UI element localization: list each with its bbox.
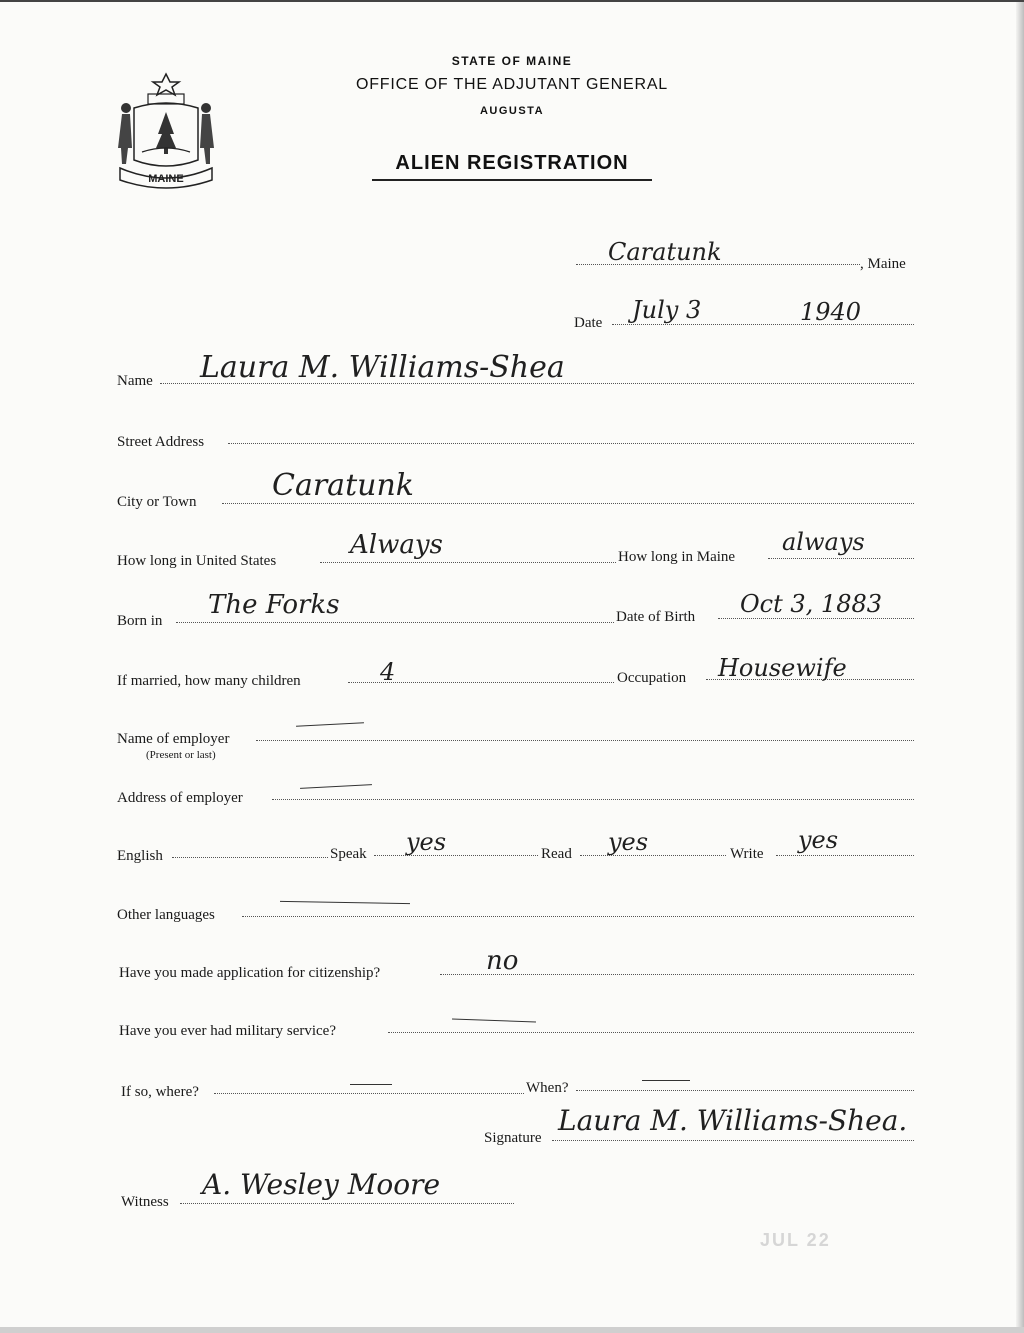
when-label: When?	[526, 1080, 569, 1096]
when-dash	[642, 1080, 690, 1081]
witness-entry: A. Wesley Moore	[202, 1168, 441, 1201]
state-heading: STATE OF MAINE	[451, 54, 573, 68]
other-languages-dash	[280, 901, 410, 904]
date-of-birth-label: Date of Birth	[616, 609, 696, 625]
write-line	[776, 855, 914, 856]
born-in-line	[176, 622, 614, 623]
office-heading: OFFICE OF THE ADJUTANT GENERAL	[355, 76, 669, 93]
name-label: Name	[117, 373, 153, 389]
write-label: Write	[730, 846, 764, 862]
occupation-entry: Housewife	[718, 654, 847, 682]
witness-label: Witness	[121, 1194, 169, 1210]
name-entry: Laura M. Williams-Shea	[200, 350, 565, 385]
citizenship-label: Have you made application for citizenship?	[119, 965, 381, 981]
where-dash	[350, 1084, 392, 1085]
received-stamp: JUL 22	[760, 1230, 831, 1250]
title-underline	[372, 179, 652, 181]
occupation-label: Occupation	[617, 670, 687, 686]
street-address-line	[228, 443, 914, 444]
write-entry: yes	[798, 826, 839, 854]
born-in-entry: The Forks	[208, 590, 340, 620]
witness-line	[180, 1203, 514, 1204]
date-label: Date	[574, 315, 603, 331]
signature-line	[552, 1140, 914, 1141]
employer-address-line	[272, 799, 914, 800]
read-line	[580, 855, 726, 856]
date-line	[612, 324, 914, 325]
other-languages-label: Other languages	[117, 907, 215, 923]
children-label: If married, how many children	[117, 673, 301, 689]
children-entry: 4	[380, 658, 396, 686]
when-line	[576, 1090, 914, 1091]
read-entry: yes	[608, 828, 649, 856]
born-in-label: Born in	[117, 613, 163, 629]
military-label: Have you ever had military service?	[119, 1023, 336, 1039]
employer-label: Name of employer	[117, 731, 230, 747]
page-edge-bottom	[0, 1327, 1024, 1333]
military-line	[388, 1032, 914, 1033]
how-long-us-line	[320, 562, 616, 563]
how-long-us-entry: Always	[350, 530, 443, 560]
military-dash	[452, 1019, 536, 1023]
street-address-label: Street Address	[117, 434, 205, 450]
employer-line	[256, 740, 914, 741]
read-label: Read	[541, 846, 572, 862]
employer-address-label: Address of employer	[117, 790, 243, 806]
city-heading: AUGUSTA	[479, 105, 545, 117]
maine-label: , Maine	[860, 256, 906, 272]
if-so-where-label: If so, where?	[121, 1084, 199, 1100]
if-so-where-line	[214, 1093, 524, 1094]
page-edge	[1016, 2, 1024, 1333]
city-line	[222, 503, 914, 504]
how-long-maine-label: How long in Maine	[618, 549, 736, 565]
place-entry: Caratunk	[608, 238, 722, 266]
date-year-entry: 1940	[800, 298, 862, 326]
date-of-birth-line	[718, 618, 914, 619]
date-of-birth-entry: Oct 3, 1883	[740, 590, 882, 618]
form-title: ALIEN REGISTRATION	[395, 152, 629, 174]
seal-text: MAINE	[148, 173, 184, 185]
citizenship-entry: no	[486, 946, 519, 976]
other-languages-line	[242, 916, 914, 917]
employer-note: (Present or last)	[146, 749, 216, 761]
signature-entry: Laura M. Williams-Shea.	[558, 1104, 908, 1137]
date-entry: July 3	[632, 296, 702, 324]
how-long-maine-entry: always	[782, 528, 865, 556]
english-label: English	[117, 848, 163, 864]
city-label: City or Town	[117, 494, 197, 510]
speak-label: Speak	[330, 846, 367, 862]
how-long-maine-line	[768, 558, 914, 559]
employer-address-dash	[300, 784, 372, 789]
speak-line	[374, 855, 538, 856]
city-entry: Caratunk	[272, 468, 414, 503]
how-long-us-label: How long in United States	[117, 553, 277, 569]
signature-label: Signature	[484, 1130, 542, 1146]
employer-dash	[296, 722, 364, 727]
english-line	[172, 857, 328, 858]
speak-entry: yes	[406, 828, 447, 856]
